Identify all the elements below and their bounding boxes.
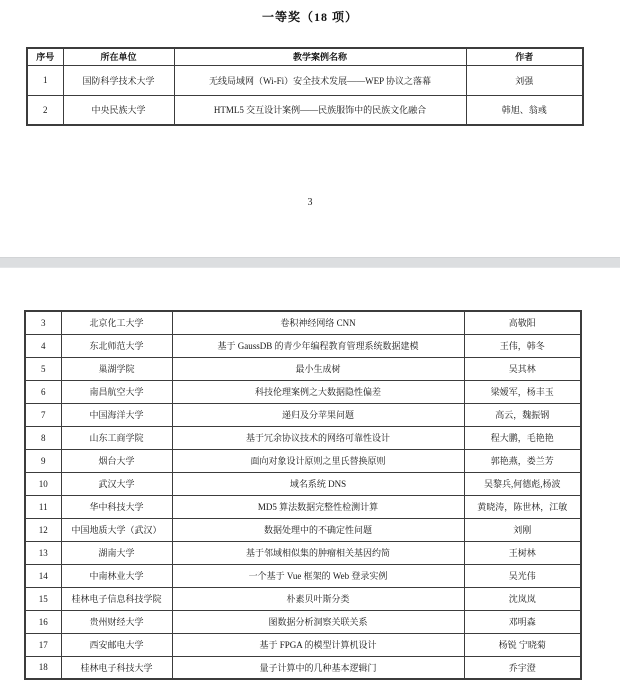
cell-authors: 郭艳燕，娄兰芳 bbox=[464, 449, 581, 472]
cell-case-name: 面向对象设计原则之里氏替换原则 bbox=[172, 449, 464, 472]
award-table-header bbox=[27, 48, 583, 65]
cell-case-name: HTML5 交互设计案例——民族服饰中的民族文化融合 bbox=[174, 95, 466, 125]
cell-unit: 西安邮电大学 bbox=[61, 633, 172, 656]
cell-unit: 桂林电子科技大学 bbox=[61, 656, 172, 679]
cell-case-name: 基于 FPGA 的模型计算机设计 bbox=[172, 633, 464, 656]
cell-unit: 山东工商学院 bbox=[61, 426, 172, 449]
award-section-title: 一等奖（18 项） bbox=[261, 10, 358, 24]
cell-authors: 程大鹏，毛艳艳 bbox=[464, 426, 581, 449]
cell-authors: 黄晓涛，陈世林，江敏 bbox=[464, 495, 581, 518]
cell-no: 16 bbox=[25, 610, 61, 633]
cell-case-name: 域名系统 DNS bbox=[172, 472, 464, 495]
page-break-divider bbox=[0, 257, 620, 268]
header-col-unit: 所在单位 bbox=[63, 48, 174, 65]
header-col-authors: 作者 bbox=[466, 48, 583, 65]
cell-no: 4 bbox=[25, 334, 61, 357]
header-col-case-name: 教学案例名称 bbox=[174, 48, 466, 65]
table-row bbox=[25, 311, 581, 334]
cell-authors: 王树林 bbox=[464, 541, 581, 564]
cell-authors: 韩旭、翁彧 bbox=[466, 95, 583, 125]
cell-no: 8 bbox=[25, 426, 61, 449]
cell-authors: 刘强 bbox=[466, 65, 583, 95]
table-row bbox=[25, 633, 581, 656]
table-row bbox=[25, 449, 581, 472]
cell-unit: 烟台大学 bbox=[61, 449, 172, 472]
cell-no: 9 bbox=[25, 449, 61, 472]
table-row bbox=[25, 564, 581, 587]
cell-unit: 中国海洋大学 bbox=[61, 403, 172, 426]
cell-case-name: 无线局域网（Wi-Fi）安全技术发展——WEP 协议之落幕 bbox=[174, 65, 466, 95]
cell-case-name: 数据处理中的不确定性问题 bbox=[172, 518, 464, 541]
table-row bbox=[25, 656, 581, 679]
cell-unit: 中国地质大学（武汉） bbox=[61, 518, 172, 541]
cell-case-name: 递归及分苹果问题 bbox=[172, 403, 464, 426]
cell-authors: 吴其林 bbox=[464, 357, 581, 380]
cell-no: 3 bbox=[25, 311, 61, 334]
cell-unit: 北京化工大学 bbox=[61, 311, 172, 334]
cell-no: 11 bbox=[25, 495, 61, 518]
table-row bbox=[25, 380, 581, 403]
cell-case-name: 最小生成树 bbox=[172, 357, 464, 380]
table-row bbox=[25, 334, 581, 357]
cell-case-name: 卷积神经网络 CNN bbox=[172, 311, 464, 334]
cell-case-name: 基于冗余协议技术的网络可靠性设计 bbox=[172, 426, 464, 449]
table-row bbox=[27, 95, 583, 125]
cell-case-name: 基于 GaussDB 的青少年编程教育管理系统数据建模 bbox=[172, 334, 464, 357]
cell-no: 17 bbox=[25, 633, 61, 656]
award-table-page-bottom bbox=[24, 310, 582, 680]
cell-no: 7 bbox=[25, 403, 61, 426]
table-row bbox=[25, 426, 581, 449]
header-row bbox=[27, 48, 583, 65]
cell-authors: 高云，魏振钢 bbox=[464, 403, 581, 426]
table-row bbox=[25, 472, 581, 495]
cell-unit: 贵州财经大学 bbox=[61, 610, 172, 633]
cell-authors: 吴光伟 bbox=[464, 564, 581, 587]
table-row bbox=[25, 495, 581, 518]
award-table-body bbox=[27, 65, 583, 125]
cell-unit: 湖南大学 bbox=[61, 541, 172, 564]
page-number: 3 bbox=[307, 197, 313, 208]
cell-case-name: 量子计算中的几种基本逻辑门 bbox=[172, 656, 464, 679]
cell-no: 18 bbox=[25, 656, 61, 679]
award-table-page-top bbox=[26, 47, 584, 126]
cell-case-name: 图数据分析洞察关联关系 bbox=[172, 610, 464, 633]
cell-authors: 梁嫒军，杨丰玉 bbox=[464, 380, 581, 403]
cell-authors: 杨锐 宁晓菊 bbox=[464, 633, 581, 656]
cell-no: 1 bbox=[27, 65, 63, 95]
cell-authors: 吴黎兵,何德彪,杨波 bbox=[464, 472, 581, 495]
cell-no: 12 bbox=[25, 518, 61, 541]
cell-unit: 桂林电子信息科技学院 bbox=[61, 587, 172, 610]
table-row bbox=[25, 587, 581, 610]
table-row bbox=[27, 65, 583, 95]
award-table-body bbox=[25, 311, 581, 679]
cell-case-name: 基于邻域相似集的肿瘤相关基因约简 bbox=[172, 541, 464, 564]
cell-authors: 沈岚岚 bbox=[464, 587, 581, 610]
table-row bbox=[25, 541, 581, 564]
cell-unit: 东北师范大学 bbox=[61, 334, 172, 357]
table-row bbox=[25, 403, 581, 426]
cell-case-name: 一个基于 Vue 框架的 Web 登录实例 bbox=[172, 564, 464, 587]
cell-case-name: MD5 算法数据完整性检测计算 bbox=[172, 495, 464, 518]
cell-unit: 武汉大学 bbox=[61, 472, 172, 495]
table-row bbox=[25, 357, 581, 380]
cell-authors: 邓明森 bbox=[464, 610, 581, 633]
cell-unit: 国防科学技术大学 bbox=[63, 65, 174, 95]
cell-no: 13 bbox=[25, 541, 61, 564]
cell-no: 2 bbox=[27, 95, 63, 125]
cell-authors: 高敬阳 bbox=[464, 311, 581, 334]
cell-no: 10 bbox=[25, 472, 61, 495]
cell-no: 14 bbox=[25, 564, 61, 587]
cell-case-name: 科技伦理案例之大数据隐性偏差 bbox=[172, 380, 464, 403]
cell-no: 15 bbox=[25, 587, 61, 610]
cell-unit: 华中科技大学 bbox=[61, 495, 172, 518]
cell-unit: 巢湖学院 bbox=[61, 357, 172, 380]
cell-unit: 中南林业大学 bbox=[61, 564, 172, 587]
cell-no: 5 bbox=[25, 357, 61, 380]
cell-unit: 中央民族大学 bbox=[63, 95, 174, 125]
table-row bbox=[25, 610, 581, 633]
cell-authors: 王伟，韩冬 bbox=[464, 334, 581, 357]
table-row bbox=[25, 518, 581, 541]
cell-unit: 南昌航空大学 bbox=[61, 380, 172, 403]
cell-authors: 刘刚 bbox=[464, 518, 581, 541]
cell-no: 6 bbox=[25, 380, 61, 403]
header-col-number: 序号 bbox=[27, 48, 63, 65]
cell-authors: 乔宇澄 bbox=[464, 656, 581, 679]
cell-case-name: 朴素贝叶斯分类 bbox=[172, 587, 464, 610]
